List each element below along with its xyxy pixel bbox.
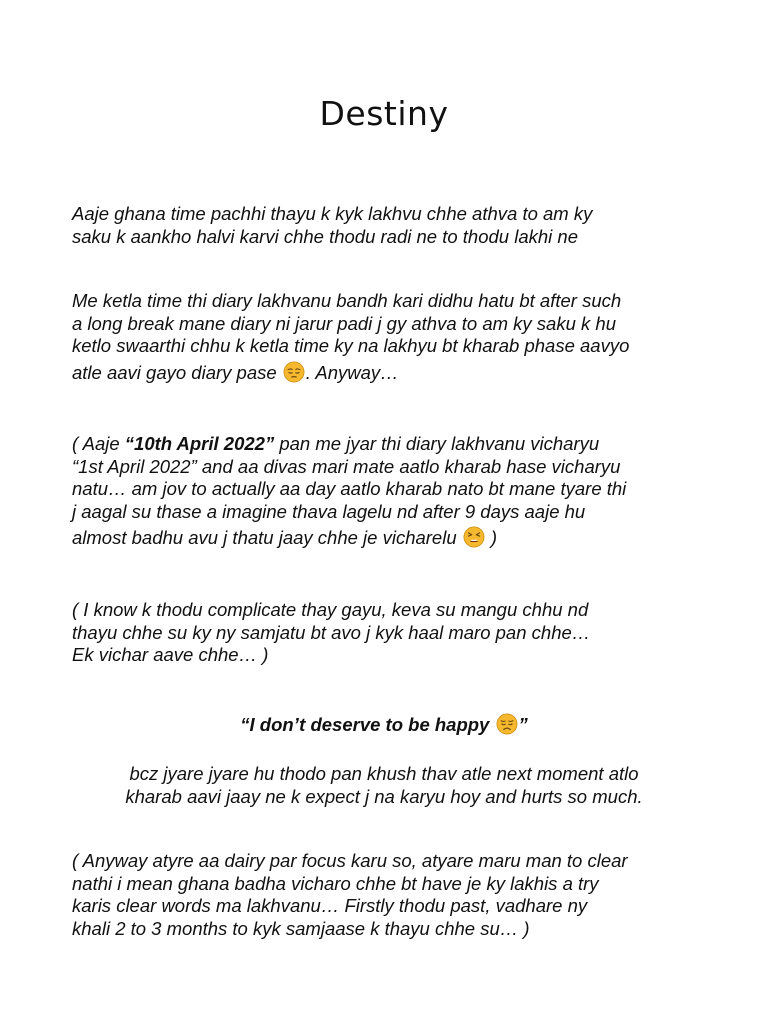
paragraph-line: natu… am jov to actually aa day aatlo kharab nato bt mane tyare thi [72,478,627,499]
paragraph-line: Aaje ghana time pachhi thayu k kyk lakhvu chhe athva to am ky [72,203,593,224]
text-segment: atle aavi gayo diary pase [72,361,282,383]
paragraph-line: Ek vichar aave chhe… ) [72,644,269,665]
paragraph-line: “1st April 2022” and aa divas mari mate aatlo kharab hase vicharyu [72,455,621,477]
paragraph-line: karis clear words ma lakhvanu… Firstly thodu past, vadhare ny [72,895,588,916]
paragraph-line: thayu chhe su ky ny samjatu bt avo j kyk haal maro pan chhe… [72,621,591,643]
paragraph-line-with-emoji [72,523,712,553]
paragraph-line: ( I know k thodu complicate thay gayu, keva su mangu chhu nd [72,599,589,620]
paragraph-line: ketlo swaarthi chhu k ketla time ky na lakhyu bt kharab phase aavyo [72,335,630,356]
quote-text: ” [518,714,528,735]
paragraph-line: j aagal su thase a imagine thava lagelu nd after 9 days aaje hu [72,500,586,522]
quote-text: “I don’t deserve to be happy [240,714,495,735]
text-segment: . Anyway… [305,361,399,383]
disappointed-face-icon [496,713,518,735]
paragraph-line-with-date [72,433,712,456]
paragraph-line: bcz jyare jyare hu thodo pan khush thav atle next moment atlo [129,763,639,784]
highlighted-date: “10th April 2022” [124,433,275,454]
paragraph-line-with-emoji [72,358,712,388]
page-title: Destiny [319,94,449,133]
paragraph-line: khali 2 to 3 months to kyk samjaase k thayu chhe su… ) [72,917,530,939]
tired-face-icon [463,526,485,548]
paragraph-focus [72,850,712,940]
pensive-face-icon [283,361,305,383]
paragraph-complicated [72,599,712,667]
paragraph-april-date [72,433,712,553]
paragraph-line: Me ketla time thi diary lakhvanu bandh kari didhu hatu bt after such [72,290,622,311]
paragraph-line: ( Anyway atyre aa dairy par focus karu so, atyare maru man to clear [72,850,628,871]
paragraph-line: a long break mane diary ni jarur padi j gy athva to am ky saku k hu [72,312,616,334]
paragraph-diary-break [72,290,712,388]
paragraph-line: nathi i mean ghana badha vicharo chhe bt have je ky lakhis a try [72,872,599,894]
quote-line [64,710,704,740]
text-segment: ) [485,527,498,548]
paragraph-line: saku k aankho halvi karvi chhe thodu radi ne to thodu lakhi ne [72,225,578,247]
paragraph-reason [64,763,704,808]
text-segment: ( Aaje [72,433,125,454]
text-segment: almost badhu avu j thatu jaay chhe je vicharelu [72,527,462,548]
paragraph-intro [72,203,712,248]
paragraph-line: kharab aavi jaay ne k expect j na karyu hoy and hurts so much. [125,785,643,807]
text-segment: pan me jyar thi diary lakhvanu vicharyu [274,433,600,454]
